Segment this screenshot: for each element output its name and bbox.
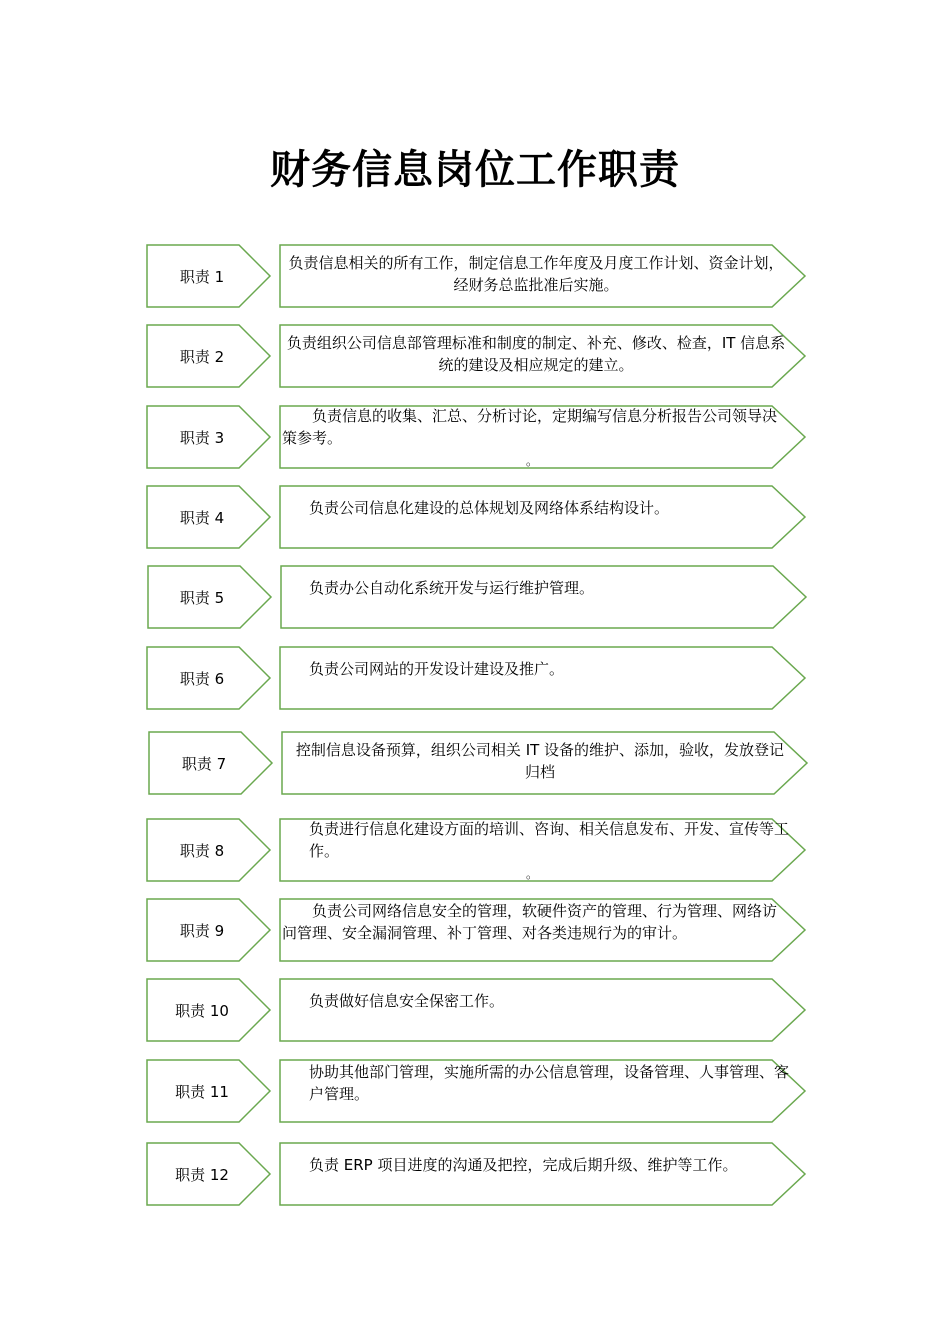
duty-text: 负责办公自动化系统开发与运行维护管理。	[309, 579, 595, 597]
duty-text: 负责信息相关的所有工作，制定信息工作年度及月度工作计划、资金计划，经财务总监批准后实施。	[288, 254, 784, 294]
duty-label: 职责 4	[179, 508, 225, 527]
trailing-mark: 。	[526, 454, 539, 468]
duty-text: 负责进行信息化建设方面的培训、咨询、相关信息发布、开发、宣传等工作。	[309, 820, 790, 860]
duty-row	[0, 731, 950, 795]
duty-row	[0, 646, 950, 710]
duty-row	[0, 1142, 950, 1206]
duty-row	[0, 1059, 950, 1123]
duty-row	[0, 818, 950, 882]
duty-text: 负责公司网站的开发设计建设及推广。	[309, 660, 565, 678]
duty-label: 职责 1	[179, 267, 225, 286]
duty-label: 职责 10	[175, 1001, 229, 1020]
duty-label: 职责 12	[175, 1165, 229, 1184]
page-title: 财务信息岗位工作职责	[270, 147, 680, 193]
duty-text: 负责信息的收集、汇总、分析讨论，定期编写信息分析报告公司领导决策参考。	[282, 407, 778, 447]
trailing-mark: 。	[526, 867, 539, 881]
duty-text: 负责做好信息安全保密工作。	[309, 992, 505, 1010]
duty-label: 职责 7	[181, 754, 227, 773]
duty-row	[0, 978, 950, 1042]
duty-text: 控制信息设备预算，组织公司相关 IT 设备的维护、添加，验收，发放登记归档	[295, 741, 785, 781]
duty-label: 职责 3	[179, 428, 225, 447]
duty-row	[0, 244, 950, 308]
duty-text: 负责公司网络信息安全的管理，软硬件资产的管理、行为管理、网络访问管理、安全漏洞管理、补丁管理、对各类违规行为的审计。	[282, 902, 778, 942]
duty-label: 职责 2	[179, 347, 225, 366]
duty-label: 职责 5	[179, 588, 225, 607]
duty-text: 负责公司信息化建设的总体规划及网络体系结构设计。	[309, 499, 670, 517]
duty-row	[0, 405, 950, 469]
duty-label: 职责 8	[179, 841, 225, 860]
duty-label: 职责 6	[179, 669, 225, 688]
duty-row	[0, 565, 950, 629]
duty-text: 负责 ERP 项目进度的沟通及把控，完成后期升级、维护等工作。	[309, 1156, 738, 1174]
duty-row	[0, 324, 950, 388]
duty-row	[0, 485, 950, 549]
duty-row	[0, 898, 950, 962]
duty-text: 负责组织公司信息部管理标准和制度的制定、补充、修改、检查，IT 信息系统的建设及相应规定的建立。	[286, 334, 786, 374]
duty-text: 协助其他部门管理，实施所需的办公信息管理，设备管理、人事管理、客户管理。	[309, 1063, 790, 1103]
duty-label: 职责 11	[175, 1082, 229, 1101]
duty-label: 职责 9	[179, 921, 225, 940]
